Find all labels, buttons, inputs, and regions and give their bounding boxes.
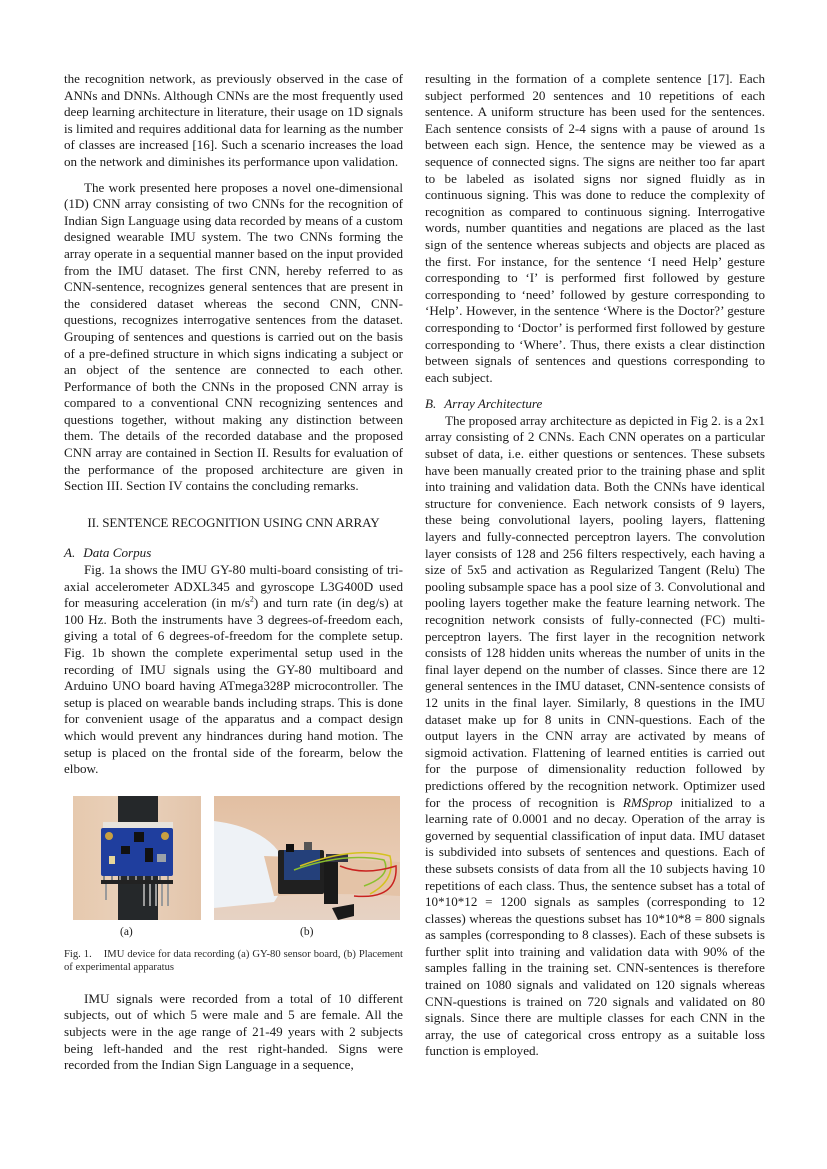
forearm-apparatus-illustration [214, 796, 400, 920]
figure-label-a: (a) [120, 925, 133, 938]
text-run: Fig. 1a shows the IMU GY-80 multi-board consisting of tri-axial accelerometer ADXL345 and gyroscope L3G400D used for measuring acceleration (in m/s [64, 562, 403, 611]
paragraph: IMU signals were recorded from a total of 10 different subjects, out of which 5 were male and 5 are female. All the subjects were in the age range of 21-49 years with 2 subjects being left-handed and the rest right-handed. Signs were recorded from the Indian Sign Language in a sequence, [64, 990, 403, 1073]
caption-text: IMU device for data recording (a) GY-80 sensor board, (b) Placement of experimental apparatus [64, 948, 404, 974]
subsection-title: Array Architecture [444, 396, 543, 412]
optimizer-name: RMSprop [622, 794, 673, 810]
sensor-board-illustration [73, 796, 201, 920]
photo-gy80-sensor-board [73, 796, 201, 920]
figure-1 [64, 796, 403, 946]
right-column [425, 71, 765, 1060]
section-heading: II. SENTENCE RECOGNITION USING CNN ARRAY [87, 514, 380, 530]
text-run: The proposed array architecture as depicted in Fig 2. is a 2x1 array consisting of 2 CNNs. Each CNN operates on a particular subset of data, i.e. either questions or sentences. These subsets have been manually created prior to the training phase and split into training and validation data. Both the CNNs have identical structure for convenience. Each network consists of 9 layers, these being convolutional layers, pooling layers, flattening layers and fully-connected perceptron layers. The convolution layer consists of 128 and 256 filters respectively, each having a size of 5x5 and activation as Regularized Tangent (Relu) The pooling subsample space has a pool size of 3. Convolutional and pooling layers together make the feature learning network. The recognition network consists of fully-connected (FC) multi-perceptron layers. The first layer in the recognition network consists of 128 hidden units whereas the number of units in the final layer depend on the number of classes. Since there are 12 general sentences in the IMU dataset, CNN-sentence consists of 12 units in the final layer. Similarly, 8 questions in the IMU dataset make up for 8 units in CNN-questions. Each of the output layers in the CNN array are activated by means of sigmoid activation. Flattening of learned entities is carried out for the purpose of dimensionality reduction followed by predictions offered by the recognition network. Optimizer used for the process of recognition is [425, 412, 765, 810]
paragraph: resulting in the formation of a complete sentence [17]. Each subject performed 20 sentences and 10 repetitions of each sentence. A uniform structure has been used for the sentences. Each sentence consists of 2-4 signs with a pause of around 1s between each sign. Hence, the sentence may be viewed as a sequence of connected signs. The signs are neither too far apart to be labeled as isolated signs nor signed fluidly as in continuous signing. This was done to reduce the complexity of recognition as compared to continuous signing. Interrogative words, number quantities and negations are placed as the last sign of the sentence whereas subjects and objects are placed as the first. For instance, for the sentence ‘I need Help’ gesture corresponding to ‘I’ is performed first followed by gesture corresponding to ‘need’ followed by gesture corresponding to ‘Help’. However, in the sentence ‘Where is the Doctor?’ gesture corresponding to ‘Doctor’ is performed first followed by gesture corresponding to ‘Where’. Thus, there exists a clear distinction between signals of sentences and questions corresponding to each subject. [425, 71, 765, 385]
figure-number: Fig. 1. [64, 948, 92, 960]
subsection-heading-array-architecture [425, 396, 765, 413]
subsection-number: B. [425, 396, 437, 412]
text-run: initialized to a learning rate of 0.0001 and no decay. Operation of the array is governed by sequential classification of input data. IMU dataset is subdivided into subsets of sentences and questions. Each of these subsets consists of data from all the 10 subjects having 10 repetitions of each class. Thus, the sentence subset has a total of 10*10*12 = 1200 signals as samples (corresponding to 12 classes) whereas the questions subset has 10*10*8 = 800 signals as samples (corresponding to 8 classes). Each of these subsets is further split into training and validation data with 90% of the samples falling in the training set. CNN-sentences is therefore trained on 1080 signals and validated on 120 signals whereas CNN-questions is trained on 720 signals and validated on 80 signals. Since there are multiple classes for each CNN in the array, the use of categorical cross entropy as a suitable loss function is employed. [425, 794, 765, 1059]
photo-experimental-apparatus [214, 796, 400, 920]
paragraph [425, 413, 765, 1060]
subsection-title: Data Corpus [83, 545, 152, 561]
paragraph: The work presented here proposes a novel one-dimensional (1D) CNN array consisting of two CNNs for the recognition of Indian Sign Language using data recorded by means of a custom designed wearable IMU system. The two CNNs forming the array operate in a sequential manner based on the input provided from the IMU dataset. The first CNN, hereby referred to as CNN-sentence, recognizes general sentences that are present in the considered dataset whereas the second CNN, CNN-questions, recognizes interrogative sentences from the dataset. Grouping of sentences and questions is carried out on the basis of a pre-defined structure in which signs indicating a subject or an object of the sentence are connected to each other. Performance of both the CNNs in the proposed CNN array is compared to a conventional CNN recognizing sentences and questions together, without making any distinction between them. The details of the recorded database and the proposed CNN array are contained in Section II. Results for evaluation of the performance of the proposed architecture are given in Section III. Section IV contains the concluding remarks. [64, 179, 403, 494]
figure-caption [64, 948, 403, 975]
paragraph: the recognition network, as previously observed in the case of ANNs and DNNs. Although CNNs are the most frequently used deep learning architecture in literature, their usage on 1D signals is limited and requires additional data for learning as the number of classes are increased [16]. Such a scenario increases the load on the network and diminishes its performance upon validation. [64, 71, 403, 169]
subsection-number: A. [64, 545, 76, 561]
paragraph [64, 562, 403, 778]
left-column [64, 71, 403, 1074]
subsection-heading-data-corpus [64, 545, 403, 562]
text-run: ) and turn rate (in deg/s) at 100 Hz. Both the instruments have 3 degrees-of-freedom each, giving a total of 6 degrees-of-freedom for the complete setup. Fig. 1b shown the complete experimental setup used in the recording of IMU signals using the GY-80 multiboard and Arduino UNO board having ATmega328P microcontroller. The setup is placed on wearable bands including straps. This is done for convenient usage of the apparatus and a compact design which would prevent any hindrances during hand motion. The setup is placed on the frontal side of the forearm, below the elbow. [64, 595, 403, 777]
superscript: 2 [249, 594, 254, 604]
figure-label-b: (b) [300, 925, 314, 938]
